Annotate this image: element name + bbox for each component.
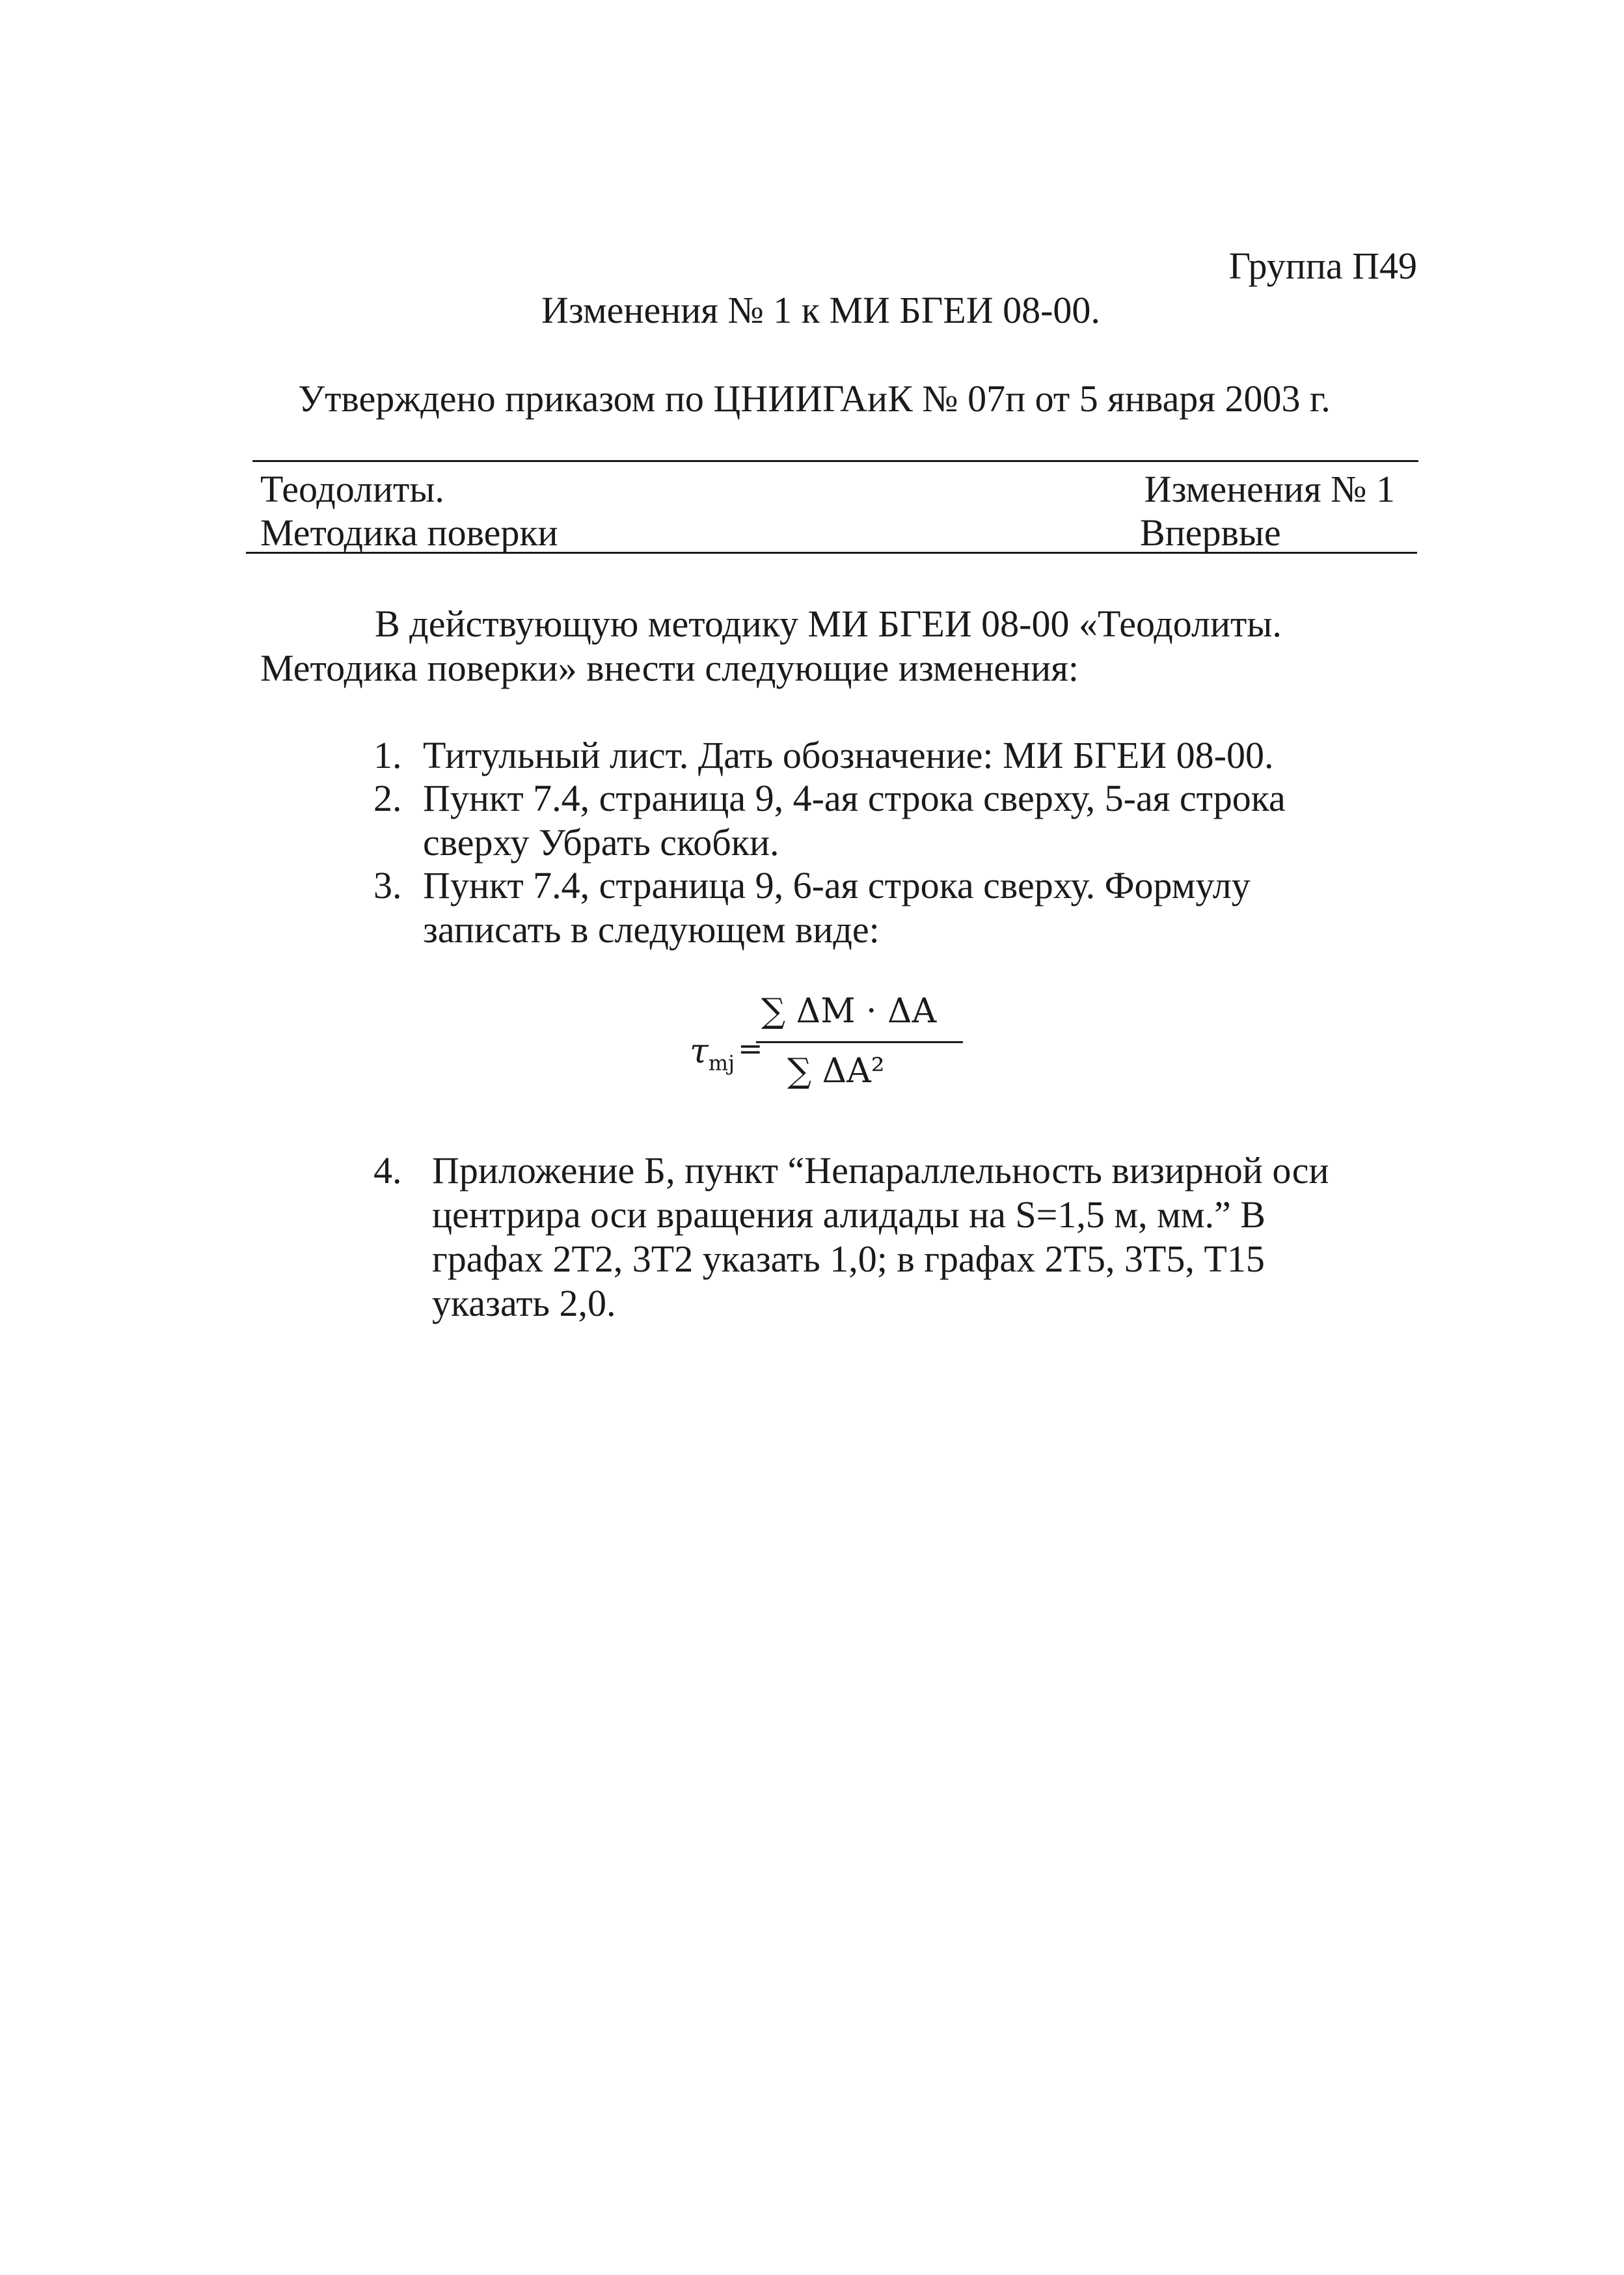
formula bbox=[683, 989, 943, 1119]
list-item-text: сверху Убрать скобки. bbox=[423, 821, 779, 864]
list-item-text: Пункт 7.4, страница 9, 6-ая строка сверху. Формулу bbox=[423, 864, 1251, 906]
header-top-rule bbox=[252, 460, 1418, 462]
intro-line2: Методика поверки» внести следующие изменения: bbox=[260, 647, 1079, 689]
formula-tau: τ bbox=[690, 1032, 709, 1071]
group-code: Группа П49 bbox=[1228, 245, 1417, 287]
fraction-bar bbox=[756, 1041, 963, 1043]
approval-line: Утверждено приказом по ЦНИИГАиК № 07п от 5 января 2003 г. bbox=[298, 377, 1331, 420]
formula-subscript: mj bbox=[708, 1050, 735, 1076]
list-item-text: указать 2,0. bbox=[432, 1282, 616, 1324]
list-item-text: центрира оси вращения алидады на S=1,5 м, мм.” В bbox=[432, 1193, 1265, 1236]
header-left-line2: Методика поверки bbox=[260, 511, 558, 554]
list-item-number: 4. bbox=[373, 1149, 402, 1192]
formula-numerator: ∑ ΔM · ΔA bbox=[761, 992, 937, 1031]
list-item-text: Титульный лист. Дать обозначение: МИ БГЕИ 08-00. bbox=[423, 734, 1274, 776]
list-item-number: 2. bbox=[373, 777, 402, 819]
list-item-text: Приложение Б, пункт “Непараллельность визирной оси bbox=[432, 1149, 1329, 1192]
list-item-number: 3. bbox=[373, 864, 402, 906]
intro-line1: В действующую методику МИ БГЕИ 08-00 «Теодолиты. bbox=[375, 603, 1282, 645]
header-bottom-rule bbox=[246, 552, 1417, 554]
formula-denominator: ∑ ΔA² bbox=[787, 1052, 885, 1091]
list-item-text: графах 2Т2, 3Т2 указать 1,0; в графах 2Т5, 3Т5, Т15 bbox=[432, 1238, 1265, 1280]
header-right-line1: Изменения № 1 bbox=[1144, 468, 1395, 510]
list-item-text: записать в следующем виде: bbox=[423, 908, 880, 951]
formula-equals: = bbox=[738, 1031, 763, 1066]
document-title: Изменения № 1 к МИ БГЕИ 08-00. bbox=[541, 289, 1100, 331]
list-item-text: Пункт 7.4, страница 9, 4-ая строка сверху, 5-ая строка bbox=[423, 777, 1286, 819]
header-right-line2: Впервые bbox=[1140, 511, 1281, 554]
header-left-line1: Теодолиты. bbox=[260, 468, 444, 510]
list-item-number: 1. bbox=[373, 734, 402, 776]
formula-lhs bbox=[690, 1032, 735, 1075]
